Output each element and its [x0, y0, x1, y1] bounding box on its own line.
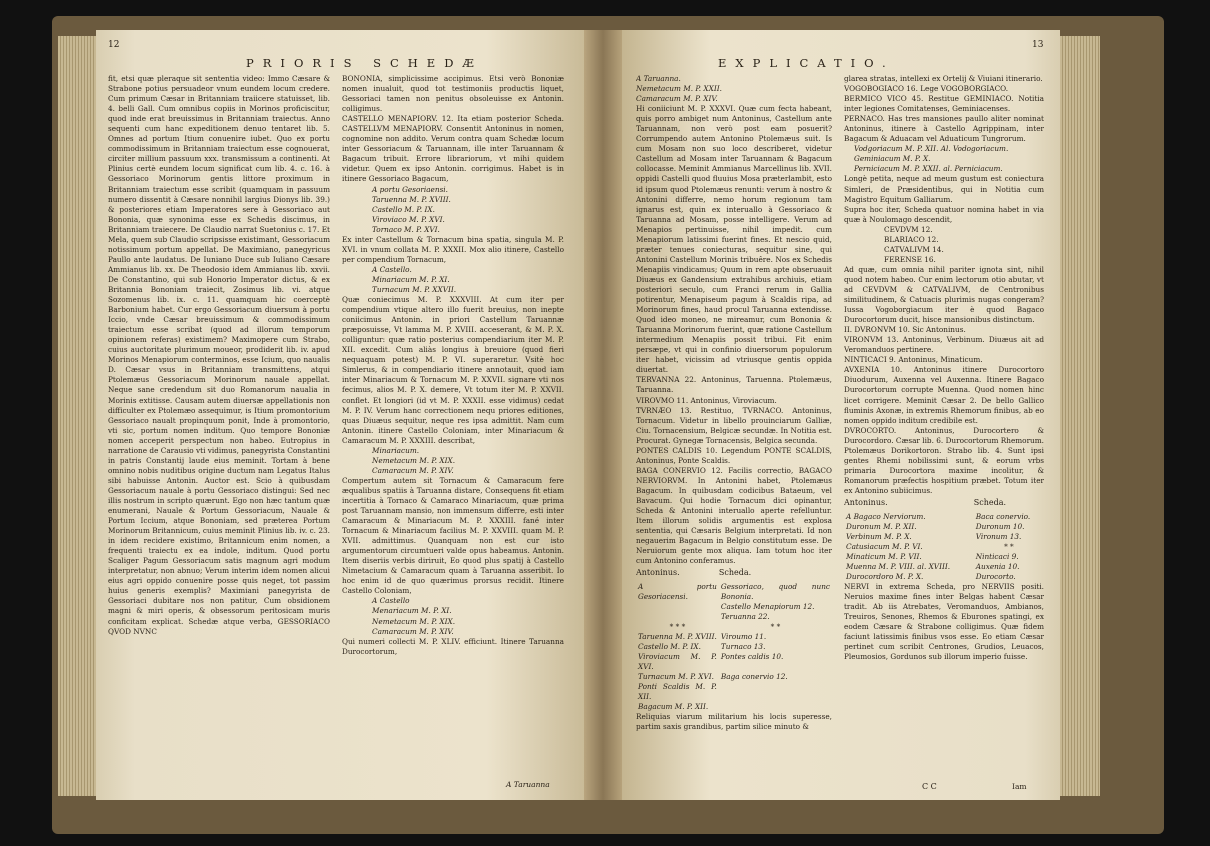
table-cell: Viroviacum M. P. XVI. — [638, 652, 717, 672]
table-cell: * * — [770, 622, 781, 632]
table-head: Scheda. — [718, 568, 752, 578]
left-folio: 12 — [108, 40, 120, 50]
right-col2-p10: NINTICACI 9. Antoninus, Minaticum. — [844, 355, 983, 365]
table-head: Antoninus. — [844, 497, 888, 507]
left-col2-p3: Ex inter Castellum & Tornacum bina spatia, singula M. P. XVI. in vnum collata M. P. XXXII. Mox alio itinere, Castello per compendium Tornacum, — [342, 234, 564, 264]
right-col2-p2: VOGOBOGIACO 16. Lege VOGOBORGIACO. — [844, 84, 1009, 94]
itinerary-line: Perniciacum M. P. XXII. al. Perniciacum. — [854, 164, 1003, 174]
right-col2-p9: VIRONVM 13. Antoninus, Verbinum. Diuæus ait ad Veromanduos pertinere. — [844, 335, 1044, 355]
right-col1-end: Reliquias viarum militarium his locis superesse, partim saxis grandibus, partim silice minuto & — [636, 712, 832, 732]
right-col1-p2: TERVANNA 22. Antoninus, Taruenna. Ptolemæus, Taruanna. — [636, 375, 832, 395]
signature-mark: C C — [922, 782, 937, 791]
itinerary-line: Nemetacum M. P. XIX. — [372, 455, 456, 465]
book-gutter — [584, 30, 622, 800]
table-row — [636, 622, 832, 632]
table-cell — [719, 682, 832, 702]
table-cell — [719, 702, 832, 712]
table-cell: Ninticaci 9. — [975, 552, 1019, 562]
table-cell: Bagacum M. P. XII. — [638, 702, 709, 712]
left-col2-p6: Qui numeri collecti M. P. XLIV. efficiunt. Itinere Taruanna Durocortorum, — [342, 636, 564, 656]
itinerary-line: BLARIACO 12. — [884, 234, 939, 244]
table-cell: A Bagaco Nerviorum. — [846, 512, 926, 522]
itinerary-line: Castello M. P. IX. — [372, 204, 435, 214]
right-col1-p1: Hi coniiciunt M. P. XXXVI. Quæ cum fecta habeant, quis porro ambiget num Antoninus, Castellum ante Taruannam, non verò post eam posuerit? Corrumpendo autem Antonino Ptolemæus suit. Is cum Mosam non suo loco describeret, videtur Castellum ad Mosam inter Taruannam & Bagacum collocasse. Meminit Ammianus Marcellinus lib. XVII. oppidi Castelli quod fluuius Mosa præterlambit, esto id ipsum quod Ptolemæus renunti: verum à nostro & Antonini differre, nemo horum regionum tam ignarus est, quin ex interuallo à Gessoriaco & Taruanna ad Mosam, posse intelligere. Verum ad Menapios pertinuisse, nihil impedit. cum Menapiorum latissimi fuerint fines. Et nescio quid, præter tenues coniecturas, sequitur sine, qui Antonini Castellum Morinis tribuêre. Nos ex Schedis Menapiis vindicamus; Quum in rem apte obseruauit Diuæus ex Gandensium extrahibus archiuis, etiam posteriori seculo, cum Franci rerum in Gallia potirentur, Menapiseum pagum à Scaldis ripa, ad Morinorum fines, haud procul Taruanna extendisse. Quod ideo moneo, ne mireamur, cum Bononia & Taruanna Morinorum fuerint, quæ ratione Castellum intermedium Menapiis possit tribui. Fit enim persæpe, vt qui in confinio diuersorum populorum iter habet, vicissim ad vtriusque gentis oppida diuertat. — [636, 104, 832, 375]
itinerary-line: Tornaco M. P. XVI. — [372, 224, 440, 234]
left-running-head: PRIORIS SCHEDÆ — [246, 56, 483, 70]
table-row — [636, 652, 832, 672]
table-cell: Castello Menapiorum 12. — [720, 602, 815, 612]
table-cell: Durocordoro M. P. X. — [846, 572, 924, 582]
right-col2-p3: BERMICO VICO 45. Restitue GEMINIACO. Notitia inter legiones Comitatenses, Geminiacenses. — [844, 94, 1044, 114]
table-row — [844, 532, 1044, 542]
itinerary-line: FERENSE 16. — [884, 254, 936, 264]
right-col2-p11: AVXENIA 10. Antoninus itinere Durocortoro Diuodurum, Auxenna vel Auxenna. Itinere Bagaco Durocortorum corrupte Muenna. Quod nomen hinc licet corrigere. Meminit Cæsar 2. De bello Gallico fluminis Axonæ, in extremis Rhemorum finibus, ab eo nomen oppido inditum credibile est. — [844, 365, 1044, 425]
page-edges-right — [1060, 36, 1100, 796]
right-column-1 — [636, 74, 832, 794]
right-col2-p5: Longè petita, neque ad meum gustum est coniectura Simleri, de Præsidentibus, qui in Notitia cum Magistro Equitum Galliarum. — [844, 174, 1044, 204]
right-col1-p5: PONTES CALDIS 10. Legendum PONTE SCALDIS, Antoninus, Ponte Scaldis. — [636, 445, 832, 465]
table-cell: Turnaco 13. — [720, 642, 766, 652]
table-cell: Vironum 13. — [975, 532, 1022, 542]
right-col2-p6: Supra hoc iter, Scheda quatuor nomina habet in via quæ à Noulomago descendit, — [844, 204, 1044, 224]
itinerary-line: Minariacum. — [372, 445, 420, 455]
table-row — [844, 552, 1044, 562]
itinerary-line: Nemetacum M. P. XIX. — [372, 616, 456, 626]
right-col1-p3: VIROVMO 11. Antoninus, Viroviacum. — [636, 395, 777, 405]
table-cell: Verbinum M. P. X. — [846, 532, 912, 542]
table-cell: Minaticum M. P. VII. — [846, 552, 922, 562]
itinerary-line: A Castello — [372, 596, 410, 606]
right-running-head: EXPLICATIO. — [718, 56, 895, 70]
table-row — [844, 512, 1044, 522]
right-page — [622, 30, 1060, 800]
table-cell: Catusiacum M. P. VI. — [846, 542, 923, 552]
table-row — [636, 632, 832, 642]
right-col2-end: NERVI in extrema Scheda, pro NERVIIS positi. Neruios maxime fines inter Belgas habent Cæsar tradit. Ab iis Atrebates, Veromanduos, Ambianos, Treuiros, Senones, Rhemos & Eburones spatingi, ex eodem Cæsare & Strabone colligimus. Quæ fidem faciunt latissimis finibus vsos esse. Eo etiam Cæsar pertinet cum scribit Centrones, Grudios, Leuacos, Pleumosios, Gordunos sub illorum imperio fuisse. — [844, 582, 1044, 662]
itinerary-line: Geminiacum M. P. X. — [854, 154, 931, 164]
table-cell: Pontes caldis 10. — [720, 652, 784, 662]
left-col2-p4: Quæ coniecimus M. P. XXXVIII. At cum iter per compendium vtique altero illo fuerit breuius, non inepte coniicimus Antonin. in priori Castellum Taruannæ præposuisse, Vt lamma M. P. XVIII. acceserant, & M. P. X. colliguntur: quæ ratio posterius compendiarium iter M. P. XII. excedit. Cum aliàs longius à breuiore (quod fieri nequaquam potest) M. P. VI. superaretur. Vsitè hoc Simlerus, & in compendiario itinere annotauit, quod iam inter Minariacum & Tornacum M. P. XXVII. signare vti nos fecimus, alios M. P. X. demere, Vt totum iter M. P. XXVII. conflet. Et longiori (id vt M. P. XXXII. esse vidimus) cedat M. P. IV. Verum hanc correctionem nequ priores editiones, quas Diuæus sequitur, neque res ipsa admittit. Nam cum Antonin. itinere Castello Coloniam, inter Minariacum & Camaracum M. P. XXXIII. describat, — [342, 295, 564, 445]
table-head: Antoninus. — [636, 568, 680, 578]
table-row — [636, 702, 832, 712]
itinerary-line: Turnacum M. P. XXVII. — [372, 284, 457, 294]
table-row — [636, 642, 832, 652]
itinerary-line: Minariacum M. P. XI. — [372, 274, 450, 284]
itinerary-line: Taruenna M. P. XVIII. — [372, 194, 451, 204]
itinerary-line: Nemetacum M. P. XXII. — [636, 84, 722, 94]
itinerary-line: Viroviaco M. P. XVI. — [372, 214, 445, 224]
table-row — [844, 562, 1044, 572]
table-cell — [636, 602, 719, 612]
right-col2-p8: II. DVRONVM 10. Sic Antoninus. — [844, 325, 966, 335]
comparison-table-2 — [844, 496, 1044, 582]
table-cell: Castello M. P. IX. — [638, 642, 701, 652]
right-folio: 13 — [1032, 40, 1044, 50]
right-col2-p1: glarea stratas, intellexi ex Ortelij & Viuiani itinerario. — [844, 74, 1043, 83]
table-row — [844, 572, 1044, 582]
table-cell: Duronum 10. — [975, 522, 1025, 532]
table-cell: Baca conervio. — [975, 512, 1031, 522]
itinerary-line: A Castello. — [372, 264, 412, 274]
left-col2-p5: Compertum autem sit Tornacum & Camaracum fere æqualibus spatiis à Taruanna distare, Consequens fit etiam incertitia à Tornaco & Camaraco Minariacum, quæ prima post Taruannam mansio, non immensum differre, esti inter Camaracum & Minariacum M. P. XXXIII. fané inter Tornacum & Minariacum facilius M. P. XXVIII. quam M. P. XVII. admittimus. Quanquam non est cur isto argumentorum circumtueri valde opus habeamus. Antonin. Item diseriis verbis diriruit, Eo quod plus spatij à Castello Nimetacium & Camaracum quam à Taruanna asseribit. Io hoc enim id de quo quærimus prorsus recidit. Itinere Castello Coloniam, — [342, 475, 564, 596]
itinerary-list-3 — [342, 446, 564, 476]
table-row — [636, 682, 832, 702]
left-col2-p1: BONONIA, simplicissime accipimus. Etsi verò Bononiæ nomen inualuit, quod tot testimoniis productis liquet, Gessoriaci tamen non penitus obsoleuisse ex Antonin. colligimus. — [342, 74, 564, 114]
table-row — [636, 612, 832, 622]
table-cell: A portu Gesoriacensi. — [638, 582, 717, 602]
table-row — [636, 602, 832, 612]
itinerary-list-5 — [844, 144, 1044, 174]
itinerary-top — [636, 74, 832, 104]
itinerary-line: Camaracum M. P. XIV. — [372, 626, 454, 636]
left-catchword: A Taruanna — [506, 780, 550, 789]
table-cell: * * — [1004, 542, 1014, 552]
itinerary-line: Camaracum M. P. XIV. — [636, 94, 718, 104]
table-cell: Baga conervio 12. — [720, 672, 788, 682]
table-row — [636, 672, 832, 682]
comparison-table-1 — [636, 566, 832, 712]
table-cell: Muenna M. P. VIII. al. XVIII. — [846, 562, 951, 572]
itinerary-list-1 — [342, 185, 564, 235]
itinerary-line: Menariacum M. P. XI. — [372, 606, 452, 616]
itinerary-line: CATVALIVM 14. — [884, 244, 944, 254]
right-col2-p7: Ad quæ, cum omnia nihil pariter ignota sint, nihil quod notem habeo. Cur enim lectorum otio abutar, vt ad CEVDVM & CATVALIVM, de Centronibus similitudinem, & Catuacis plurimis nugas congeram? Iussa Vogoborgiacum iter è quod Bagaco Durocortorum ducit, hisce mansionibus distinctum. — [844, 264, 1044, 325]
table-cell: Auxenia 10. — [975, 562, 1020, 572]
itinerary-line: CEVDVM 12. — [884, 224, 933, 234]
table-cell: Durocorto. — [975, 572, 1016, 582]
table-cell: Taruenna M. P. XVIII. — [638, 632, 717, 642]
table-cell: Gessoriaco, quod nunc Bononia. — [720, 582, 830, 602]
itinerary-line: Camaracum M. P. XIV. — [372, 465, 454, 475]
left-column-2 — [342, 74, 564, 774]
right-col1-p6: BAGA CONERVIO 12. Facilis correctio, BAGACO NERVIORVM. In Antonini habet, Ptolemæus Bagacum. In quibusdam codicibus Bataeum, vel Bavacum. Qui hodie Tornacum dici opinantur, Scheda & Antonini interuallo aperte refelluntur. Item illorum solidis argumentis est explosa sententia, qui Cæsaris Belgium interpretati. Id non negauerim Bagacum in Belgio constitutum esse. De Neruiorum gente mox aliqua. Iam totum hoc iter cum Antonino conferamus. — [636, 465, 832, 566]
itinerary-list-2 — [342, 265, 564, 295]
table-cell — [636, 612, 719, 622]
left-col2-p2: CASTELLO MENAPIORV. 12. Ita etiam posterior Scheda. CASTELLVM MENAPIORV. Consentit Antoninus in nomen, cognomine non addito. Verum contra quam Schedæ locum inter Gessoriacum & Taruannam, ille inter Taruannam & Bagacum tribuit. Errore librariorum, vt mihi quidem videtur. Quem ex ipso Antonin. corrigimus. Habet is in itinere Gessoriaco Bagacum, — [342, 114, 564, 184]
right-col2-p4: PERNACO. Has tres mansiones paullo aliter nominat Antoninus, itinere à Castello Agrippinam, inter Bagacum & Aduacam vel Aduaticum Tungrorum. — [844, 114, 1044, 144]
itinerary-list-6 — [844, 225, 1044, 265]
table-cell: Duronum M. P. XII. — [846, 522, 917, 532]
itinerary-line: Vodgoriacum M. P. XII. Al. Vodogoriacum. — [854, 144, 1009, 154]
right-col2-p12: DVROCORTO. Antoninus, Durocortero & Durocordoro. Cæsar lib. 6. Durocortorum Rhemorum. Ptolemæus Dorikortoron. Strabo lib. 4. Sunt ipsi gentes Rhemi nobilissimi sunt, & eorum vrbs primaria Durocortora maxime incolitur, & Romanorum præfectis hospitium præbet. Totum iter ex Antonino subiicimus. — [844, 425, 1044, 495]
right-catchword: Iam — [1012, 782, 1027, 791]
right-col1-p4: TVRNÆO 13. Restituo, TVRNACO. Antoninus, Tornacum. Videtur in libello prouinciarum Galliæ, Ciu. Tornacensium, Belgicæ secundæ. In Notitia est. Procurat. Gynegæ Tornacensis, Belgica secunda. — [636, 405, 832, 445]
table-row — [636, 582, 832, 602]
table-row — [844, 522, 1044, 532]
right-column-2 — [844, 74, 1044, 794]
itinerary-line: A portu Gesoriaensi. — [372, 184, 448, 194]
itinerary-list-4 — [342, 596, 564, 636]
table-cell: Viroumo 11. — [720, 632, 767, 642]
table-cell: Turnacum M. P. XVI. — [638, 672, 714, 682]
table-head: Scheda. — [973, 497, 1007, 507]
itinerary-line: A Taruanna. — [636, 74, 681, 83]
table-cell: * * * — [669, 622, 686, 632]
left-col1-text: fit, etsi quæ pleraque sit sententia video: Immo Cæsare & Strabone potius persuadeor vnum eundem locum credere. Cum primum Cæsar in Britanniam traiicere statuisset, lib. 4. belli Gall. Cum omnibus copiis in Morinos proficiscitur, quod inde erat breuissimus in Britanniam traiectus. Anno sequenti cum hanc expeditionem denuo tentaret lib. 5. Omnes ad portum Itium conuenire iubet. Quo ex portu commodissimum in Britanniam traiectum esse cognouerat, circiter millium passuum xxx. transmissum a continenti. At Plinius certè eundem locum significat cum lib. 4. c. 16. à Gessoriaco Morinorum gentis littore proximum in Britanniam traiectum esse scribit (quamquam in passuum numero dissentit à Cæsare nonnihil largius Dionys lib. 39.) & posteriores etiam Imperatores sere à Gessoriaco aut Bononia, quæ synonima esse ex Schedis discimus, in Britanniam traiecere. De Claudio narrat Suetonius c. 17. Et Mela, quem sub Claudio scripsisse existimant, Gessoriacum notissimum portum appellat. De Maximiano, panegyricus Paullo ante laudatus. De Iuniano Duce sub Iuliano Cæsare Ammianus lib. xx. De Theodosio idem Ammianus lib. xxvii. De Constantino, qui sub Honorio Imperator dictus, & ex Britannia Bononiam traiecit, Zosimus lib. vi. atque Sozomenus lib. ix. c. 11. quamquam hic coerceptè Barbonium habet. Cur ergo Gessoriacum diuersum à portu Iccio, vnde Cæsar breuissimum & commodissimum traiectum esse scribat (quod ad illorum temporum opinionem referas) existimem? Maximopere cum Strabo, cuius auctoritate plurimum moueor, prodiderit lib. iv. apud Morinos Menapiorum conterminos, esse Icium, quo naualis D. Cæsar vsus in Britanniam transmittens, atqui Ptolemæus Gessoriacum Morinorum nauale appellat. Neque sane credendum sit duo Romanorum naualia in Morinis extitisse. Causam autem diuersæ appellationis non difficulter ex Ptolemæo assequimur, is Itium promontorium Gessoriaco naualt propinquum ponit, Inde à promontorio, vti sic, portum nomen inditum. Quo tempore Bononiæ nomen acceperit perspectum non habeo. Eutropius in narratione de Carausio vti vidimus, panegyrista Constantini in patris Constantij laude eius meminit. Tortam à bene omnino nobis nuditibus origine ductum nam Legatus Italus sibi habuisse Antonin. Auctor est. Scio à quibusdam Gessoriacum nauale à portu Gessoriaco distingui: Sed nec illis nostrum in scripto quærunt. Ego non hæc tantum quæ enumerani, Nauale & Portum Gessoriacum, Nauale & Portum Iccium, atque Bononiam, sed præterea Portum Morinorum Britannicum, cuius meminit Plinius lib. iv. c. 23. in idem recidere existimo, Britannicum enim nomen, a frequenti traiectu ex ea indole, inditum. Quod portu Scaliger Pagum Gessoriacum satis magnum agri modum interpretatur, non abnuo; Verum interim idem nomen alicui eius agri oppido conuenire posse quis neget, tot passim huius generis exemplis? Maximiani panegyrista de Gessoriaci dubitare nos non patitur, Cum obsidionem magni & miri operis, & obsessorum peritosicam muris conficitam explicat. Schedæ atque verba, GESSORIACO QVOD NVNC — [108, 74, 330, 636]
table-row — [844, 542, 1044, 552]
table-cell: Ponti Scaldis M. P. XII. — [638, 682, 717, 702]
page-edges-left — [58, 36, 96, 796]
left-page — [96, 30, 584, 800]
left-column-1 — [108, 74, 330, 794]
table-cell: Teruanna 22. — [720, 612, 770, 622]
